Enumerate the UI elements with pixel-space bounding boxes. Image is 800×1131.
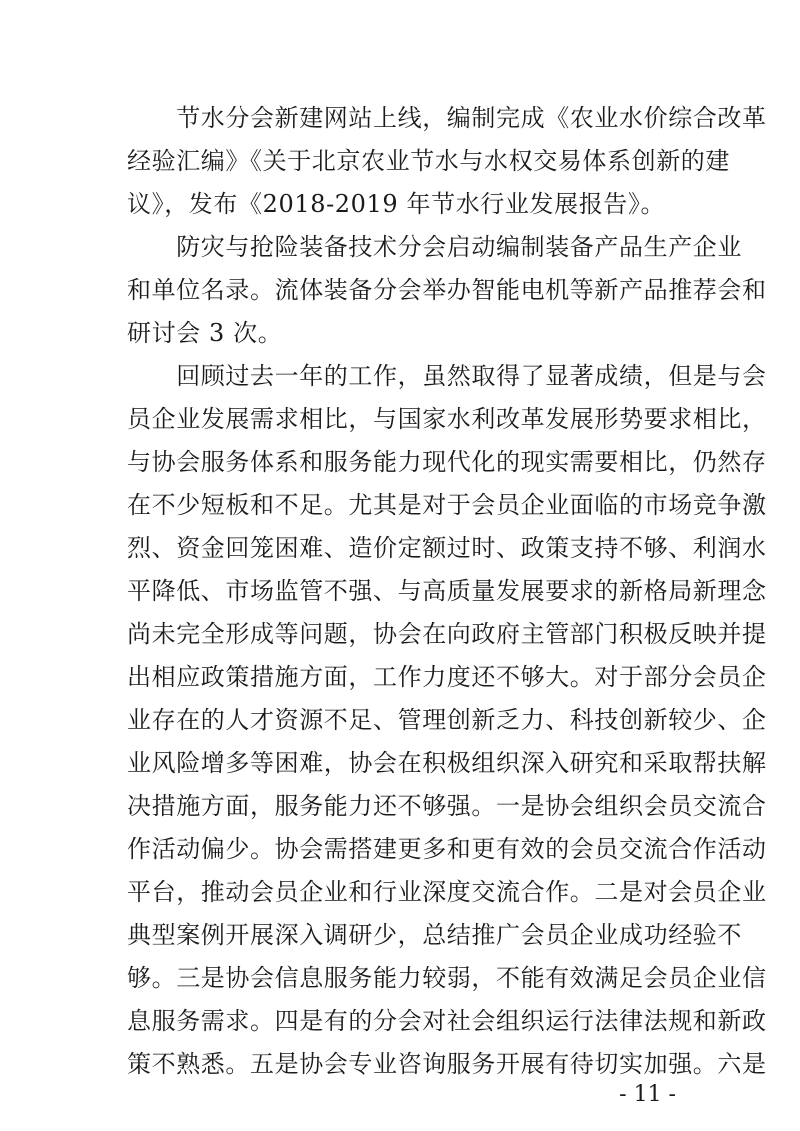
text-line: 在不少短板和不足。尤其是对于会员企业面临的市场竞争激 <box>127 491 767 519</box>
text-line: 节水分会新建网站上线，编制完成《农业水价综合改革 <box>127 104 767 132</box>
text-line: 回顾过去一年的工作，虽然取得了显著成绩，但是与会 <box>127 362 767 390</box>
page-number: - 11 - <box>619 1082 676 1107</box>
text-line: 经验汇编》《关于北京农业节水与水权交易体系创新的建 <box>127 147 730 175</box>
text-line: 平降低、市场监管不强、与高质量发展要求的新格局新理念 <box>127 577 767 605</box>
text-line: 和单位名录。流体装备分会举办智能电机等新产品推荐会和 <box>127 276 767 304</box>
text-line: 作活动偏少。协会需搭建更多和更有效的会员交流合作活动 <box>127 835 767 863</box>
text-line: 防灾与抢险装备技术分会启动编制装备产品生产企业 <box>127 233 742 261</box>
text-line: 策不熟悉。五是协会专业咨询服务开展有待切实加强。六是 <box>127 1050 767 1078</box>
text-line: 出相应政策措施方面，工作力度还不够大。对于部分会员企 <box>127 663 767 691</box>
text-line: 典型案例开展深入调研少，总结推广会员企业成功经验不 <box>127 921 742 949</box>
text-line: 平台，推动会员企业和行业深度交流合作。二是对会员企业 <box>127 878 767 906</box>
text-line: 烈、资金回笼困难、造价定额过时、政策支持不够、利润水 <box>127 534 767 562</box>
text-line: 决措施方面，服务能力还不够强。一是协会组织会员交流合 <box>127 792 767 820</box>
text-line: 与协会服务体系和服务能力现代化的现实需要相比，仍然存 <box>127 448 767 476</box>
text-line: 议》，发布《2018-2019 年节水行业发展报告》。 <box>127 190 666 218</box>
text-line: 业风险增多等困难，协会在积极组织深入研究和采取帮扶解 <box>127 749 767 777</box>
text-line: 尚未完全形成等问题，协会在向政府主管部门积极反映并提 <box>127 620 767 648</box>
text-line: 员企业发展需求相比，与国家水利改革发展形势要求相比， <box>127 405 767 433</box>
text-line: 够。三是协会信息服务能力较弱，不能有效满足会员企业信 <box>127 964 767 992</box>
text-line: 业存在的人才资源不足、管理创新乏力、科技创新较少、企 <box>127 706 767 734</box>
text-line: 息服务需求。四是有的分会对社会组织运行法律法规和新政 <box>127 1007 767 1035</box>
text-line: 研讨会 3 次。 <box>127 319 283 347</box>
